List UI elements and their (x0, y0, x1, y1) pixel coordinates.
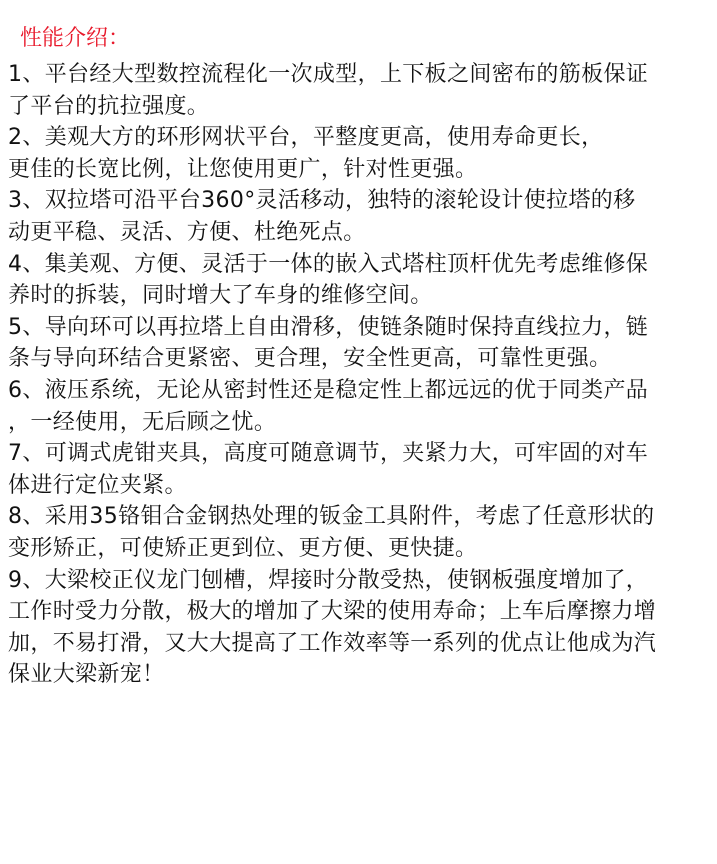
text-line: 加，不易打滑，又大大提高了工作效率等一系列的优点让他成为汽 (8, 630, 657, 656)
text-line: 9、大梁校正仪龙门刨槽，焊接时分散受热，使钢板强度增加了， (8, 567, 649, 593)
text-line: 4、集美观、方便、灵活于一体的嵌入式塔柱顶杆优先考虑维修保 (8, 251, 649, 277)
text-line: 8、采用35铬钼合金钢热处理的钣金工具附件，考虑了任意形状的 (8, 504, 655, 530)
text-line: 更佳的长宽比例，让您使用更广，针对性更强。 (8, 156, 478, 182)
text-line: 条与导向环结合更紧密、更合理，安全性更高，可靠性更强。 (8, 346, 612, 372)
text-line: 6、液压系统，无论从密封性还是稳定性上都远远的优于同类产品 (8, 378, 649, 403)
text-line: 工作时受力分散，极大的增加了大梁的使用寿命；上车后摩擦力增 (8, 599, 657, 625)
section-heading: 性能介绍： (20, 26, 131, 51)
text-line: 变形矫正，可使矫正更到位、更方便、更快捷。 (8, 536, 478, 561)
text-line: 5、导向环可以再拉塔上自由滑移，使链条随时保持直线拉力，链 (8, 314, 649, 340)
text-line: 养时的拆装，同时增大了车身的维修空间。 (8, 283, 433, 309)
text-line: 1、平台经大型数控流程化一次成型，上下板之间密布的筋板保证 (8, 62, 649, 87)
text-line: 7、可调式虎钳夹具，高度可随意调节，夹紧力大，可牢固的对车 (8, 441, 649, 467)
text-line: 体进行定位夹紧。 (8, 472, 187, 498)
text-line: ，一经使用，无后顾之忧。 (8, 409, 277, 435)
text-line: 动更平稳、灵活、方便、杜绝死点。 (8, 220, 366, 245)
text-line: 保业大梁新宠！ (8, 662, 165, 688)
text-line: 3、双拉塔可沿平台360°灵活移动，独特的滚轮设计使拉塔的移 (8, 188, 636, 214)
text-line: 2、美观大方的环形网状平台，平整度更高，使用寿命更长， (8, 125, 604, 151)
text-line: 了平台的抗拉强度。 (8, 93, 210, 119)
